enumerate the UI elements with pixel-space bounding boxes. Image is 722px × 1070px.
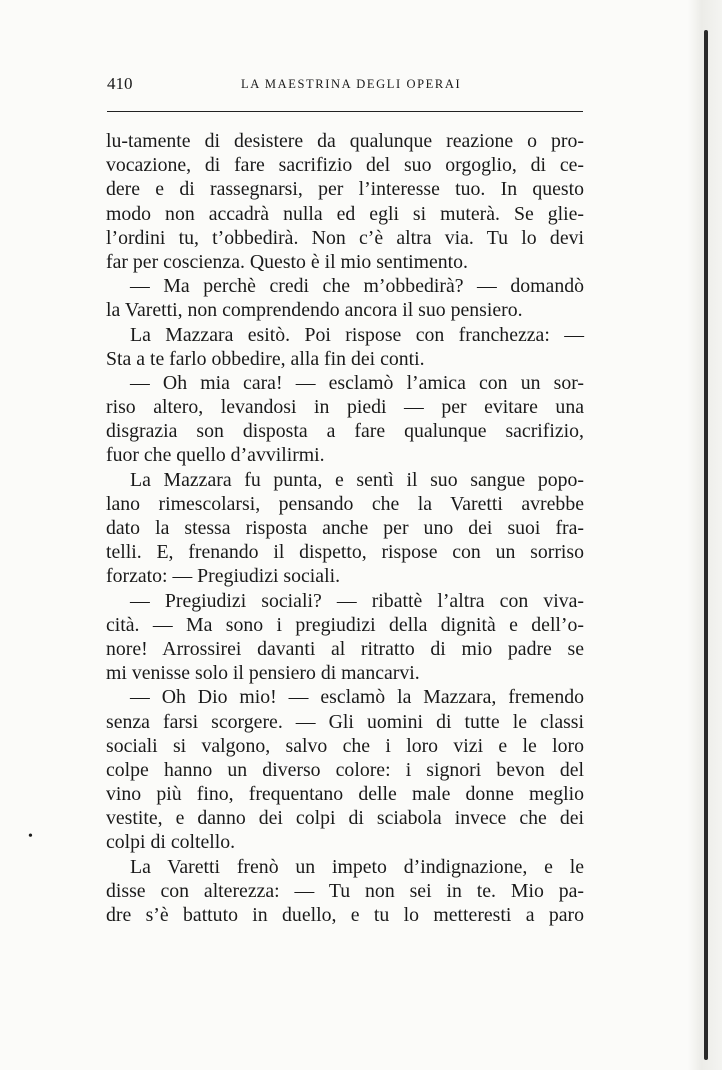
text-line: dere e di rassegnarsi, per l’interesse tuo. In questo	[106, 178, 584, 201]
text-line: La Mazzara fu punta, e sentì il suo sangue popo-	[130, 468, 584, 491]
text-line: dre s’è battuto in duello, e tu lo metteresti a paro	[106, 904, 584, 926]
text-line: — Oh mia cara! — esclamò l’amica con un sor-	[130, 371, 584, 394]
text-line: modo non accadrà nulla ed egli si muterà. Se glie-	[106, 202, 584, 225]
text-line: lu-tamente di desistere da qualunque reazione o pro-	[106, 130, 584, 152]
page-edge	[688, 0, 722, 1070]
text-line: Sta a te farlo obbedire, alla fin dei conti.	[106, 347, 425, 370]
header-rule	[107, 111, 583, 112]
text-line: disgrazia son disposta a fare qualunque sacrifizio,	[106, 420, 584, 443]
text-line: riso altero, levandosi in piedi — per evitare una	[106, 396, 584, 419]
text-line: forzato: — Pregiudizi sociali.	[106, 565, 341, 588]
text-line: vino più fino, frequentano delle male donne meglio	[106, 783, 584, 806]
text-line: la Varetti, non comprendendo ancora il suo pensiero.	[106, 299, 523, 322]
margin-mark: •	[28, 829, 33, 844]
text-line: — Ma perchè credi che m’obbedirà? — domandò	[130, 275, 584, 298]
text-line: La Varetti frenò un impeto d’indignazione, e le	[130, 855, 584, 878]
text-line: — Oh Dio mio! — esclamò la Mazzara, fremendo	[130, 686, 584, 709]
running-title: LA MAESTRINA DEGLI OPERAI	[241, 77, 462, 91]
text-line: nore! Arrossirei davanti al ritratto di mio padre se	[106, 637, 584, 660]
text-line: mi venisse solo il pensiero di mancarvi.	[106, 662, 420, 685]
text-line: cità. — Ma sono i pregiudizi della dignità e dell’o-	[106, 613, 584, 636]
text-line: senza farsi scorgere. — Gli uomini di tutte le classi	[106, 710, 584, 733]
text-line: far per coscienza. Questo è il mio sentimento.	[106, 250, 468, 273]
text-line: sociali si valgono, salvo che i loro vizi e le loro	[106, 734, 584, 757]
text-line: colpe hanno un diverso colore: i signori bevon del	[106, 758, 584, 781]
text-line: colpi di coltello.	[106, 831, 236, 854]
text-line: La Mazzara esitò. Poi rispose con franchezza: —	[130, 323, 584, 346]
text-line: lano rimescolarsi, pensando che la Varetti avrebbe	[106, 492, 584, 515]
text-line: vestite, e danno dei colpi di sciabola invece che dei	[106, 807, 584, 830]
text-line: fuor che quello d’avvilirmi.	[106, 444, 325, 467]
page-number: 410	[107, 74, 133, 93]
text-line: vocazione, di fare sacrifizio del suo orgoglio, di ce-	[106, 154, 584, 177]
text-line: dato la stessa risposta anche per uno dei suoi fra-	[106, 517, 584, 539]
body-text	[106, 129, 584, 927]
page-header	[107, 74, 587, 98]
text-line: disse con alterezza: — Tu non sei in te. Mio pa-	[106, 879, 584, 902]
text-line: l’ordini tu, t’obbedirà. Non c’è altra via. Tu lo devi	[106, 226, 584, 249]
text-line: — Pregiudizi sociali? — ribattè l’altra con viva-	[130, 589, 584, 612]
text-line: telli. E, frenando il dispetto, rispose con un sorriso	[106, 541, 584, 564]
